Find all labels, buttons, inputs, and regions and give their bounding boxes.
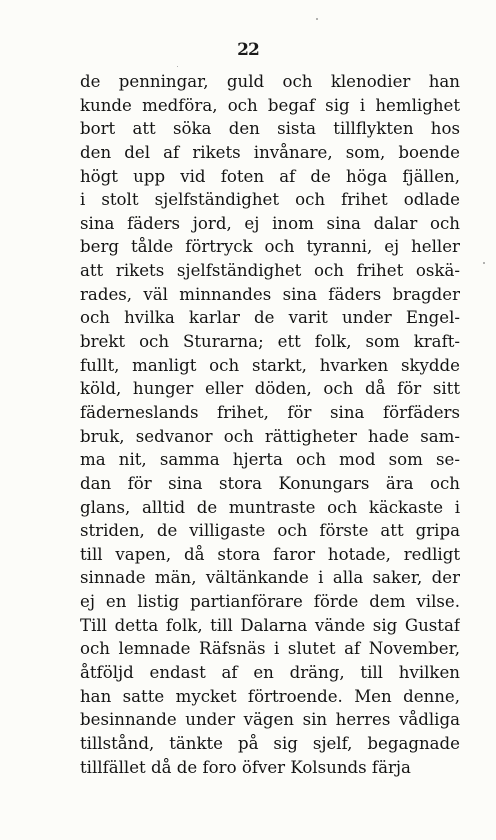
text-line: högt upp vid foten af de höga fjällen,: [80, 166, 460, 186]
text-line: i stolt sjelfständighet och frihet odlade: [80, 190, 460, 210]
text-line: tillstånd, tänkte på sig sjelf, begagnade: [80, 733, 460, 753]
text-line: fullt, manligt och starkt, hvarken skydde: [80, 355, 460, 375]
text-line: tillfället då de foro öfver Kolsunds färja: [80, 757, 411, 777]
text-line: de penningar, guld och klenodier han: [80, 72, 460, 91]
text-line: köld, hunger eller döden, och då för sitt: [80, 379, 460, 399]
text-line: kunde medföra, och begaf sig i hemlighet: [80, 95, 460, 115]
text-line: brekt och Sturarna; ett folk, som kraft-: [80, 332, 460, 352]
text-line: berg tålde förtryck och tyranni, ej heller: [80, 237, 460, 257]
text-line: åtföljd endast af en dräng, till hvilken: [80, 663, 460, 683]
text-line: striden, de villigaste och förste att gripa: [80, 521, 460, 541]
text-line: glans, alltid de muntraste och käckaste i: [80, 497, 460, 517]
text-line: dan för sina stora Konungars ära och: [80, 473, 460, 493]
text-line: den del af rikets invånare, som, boende: [80, 142, 460, 162]
text-line: sina fäders jord, ej inom sina dalar och: [80, 213, 460, 233]
text-line: fäderneslands frihet, för sina förfäders: [80, 402, 460, 422]
text-line: han satte mycket förtroende. Men denne,: [80, 686, 460, 706]
text-line: rades, väl minnandes sina fäders bragder: [80, 284, 460, 304]
paper-speck: [316, 18, 318, 20]
text-line: besinnande under vägen sin herres vådliga: [80, 710, 460, 730]
text-line: och lemnade Räfsnäs i slutet af November,: [80, 639, 460, 659]
page-number: 22: [237, 40, 259, 60]
text-line: Till detta folk, till Dalarna vände sig Gustaf: [80, 615, 460, 635]
text-line: och hvilka karlar de varit under Engel-: [80, 308, 460, 328]
text-line: ma nit, samma hjerta och mod som se-: [80, 450, 460, 470]
paper-speck: [177, 66, 178, 67]
text-line: till vapen, då stora faror hotade, redligt: [80, 544, 460, 564]
text-line: bruk, sedvanor och rättigheter hade sam-: [80, 426, 460, 446]
paper-speck: [483, 262, 485, 264]
text-line: att rikets sjelfständighet och frihet oskä-: [80, 261, 460, 281]
text-line: bort att söka den sista tillflykten hos: [80, 119, 460, 139]
text-line: ej en listig partianförare förde dem vilse.: [80, 592, 460, 612]
text-line: sinnade män, vältänkande i alla saker, der: [80, 568, 460, 588]
body-text: [80, 70, 460, 779]
